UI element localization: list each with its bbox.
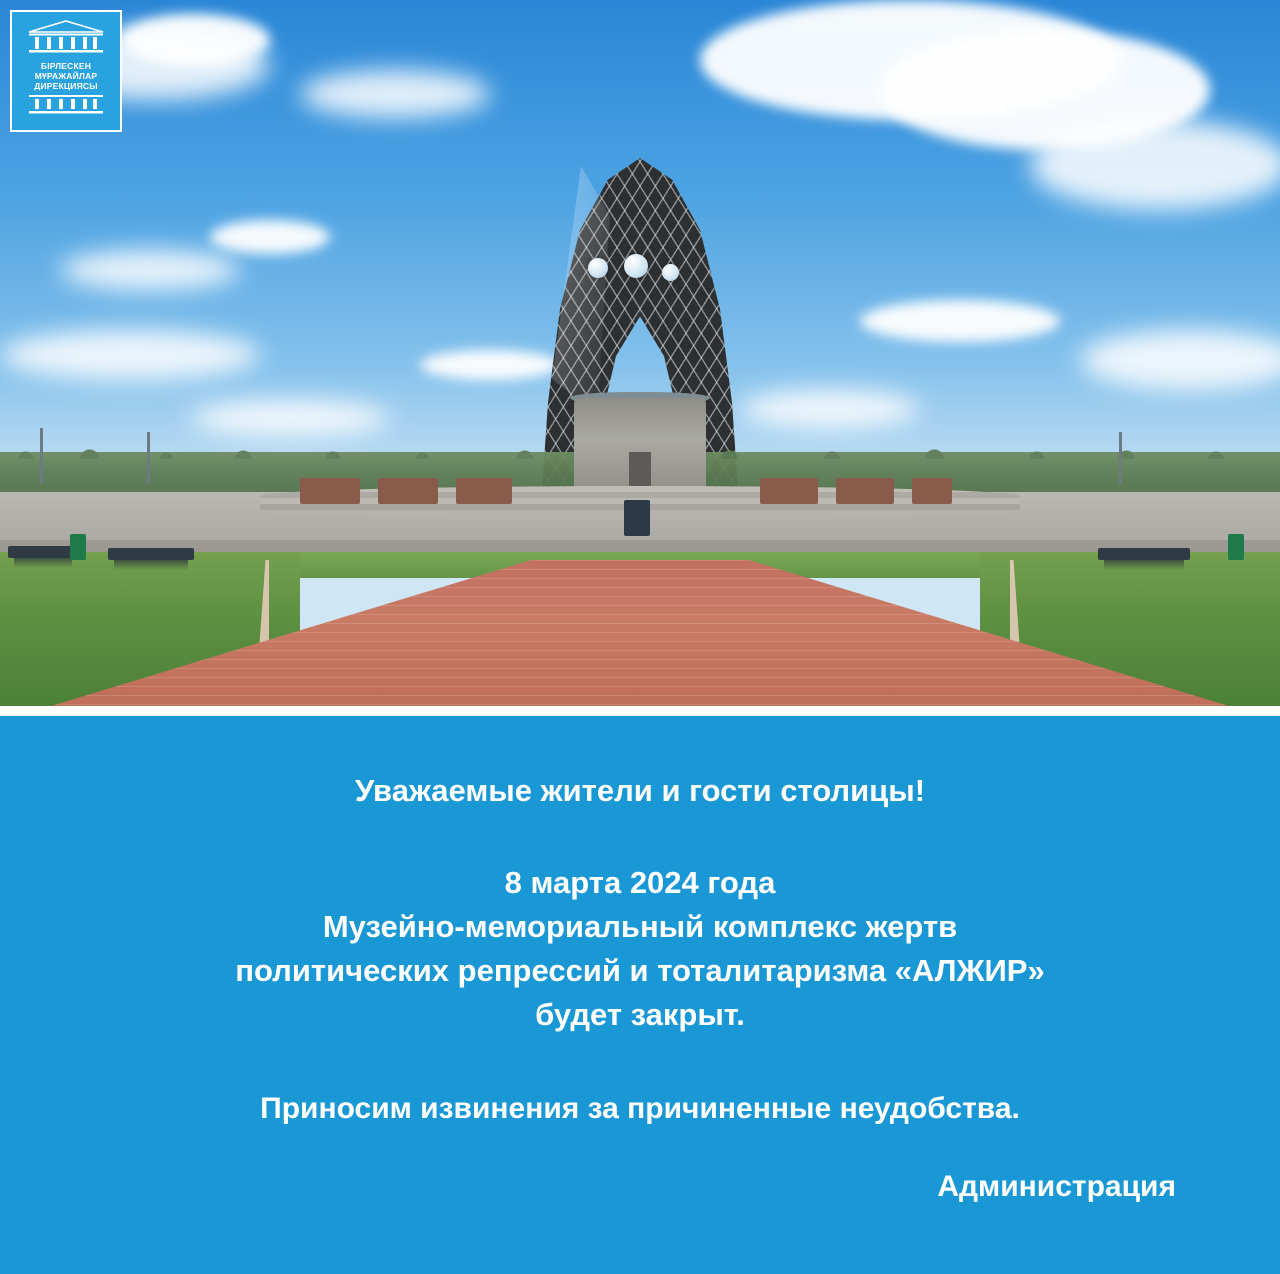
announcement-line-1: 8 марта 2024 года	[504, 865, 776, 901]
bench	[108, 548, 194, 560]
cloud-icon	[60, 250, 240, 290]
memorial-wall-block	[912, 478, 952, 504]
bench	[8, 546, 78, 558]
cloud-icon	[120, 14, 270, 66]
logo-line-3: ДИРЕКЦИЯСЫ	[34, 81, 98, 92]
trash-bin-icon	[1228, 534, 1244, 560]
announcement-greeting: Уважаемые жители и гости столицы!	[354, 773, 926, 808]
cloud-icon	[1030, 120, 1280, 210]
cloud-icon	[860, 300, 1060, 342]
logo-line-1: БІРЛЕСКЕН	[40, 61, 92, 71]
cloud-icon	[740, 390, 920, 428]
announcement-apology: Приносим извинения за причиненные неудобства.	[260, 1092, 1020, 1126]
orb-icon	[624, 254, 648, 278]
cloud-icon	[420, 350, 560, 380]
orb-icon	[662, 264, 679, 281]
cloud-icon	[0, 330, 260, 380]
trash-bin-icon	[624, 500, 650, 536]
lamp-post-icon	[147, 432, 150, 484]
museum-building-icon	[25, 20, 107, 54]
announcement-line-3: политических репрессий и тоталитаризма «АЛЖИР»	[235, 953, 1045, 989]
cloud-icon	[190, 400, 390, 436]
memorial-wall-block	[300, 478, 360, 504]
announcement-line-4: будет закрыт.	[535, 997, 745, 1033]
cloud-icon	[1080, 330, 1280, 390]
cloud-icon	[300, 70, 490, 118]
announcement-line-2: Музейно-мемориальный комплекс жертв	[322, 909, 958, 945]
memorial-wall-block	[378, 478, 438, 504]
logo-line-2: МҰРАЖАЙЛАР	[34, 71, 98, 82]
announcement-panel	[0, 716, 1280, 1274]
memorial-wall-block	[836, 478, 894, 504]
divider	[0, 706, 1280, 716]
organization-logo	[10, 10, 122, 132]
memorial-wall-block	[760, 478, 818, 504]
announcement-signature: Администрация	[937, 1170, 1176, 1204]
lamp-post-icon	[1119, 432, 1122, 484]
orb-icon	[588, 258, 608, 278]
museum-base-icon	[25, 95, 107, 117]
cloud-icon	[210, 220, 330, 254]
memorial-wall-block	[456, 478, 512, 504]
bench	[1098, 548, 1190, 560]
trash-bin-icon	[70, 534, 86, 560]
lamp-post-icon	[40, 428, 43, 484]
